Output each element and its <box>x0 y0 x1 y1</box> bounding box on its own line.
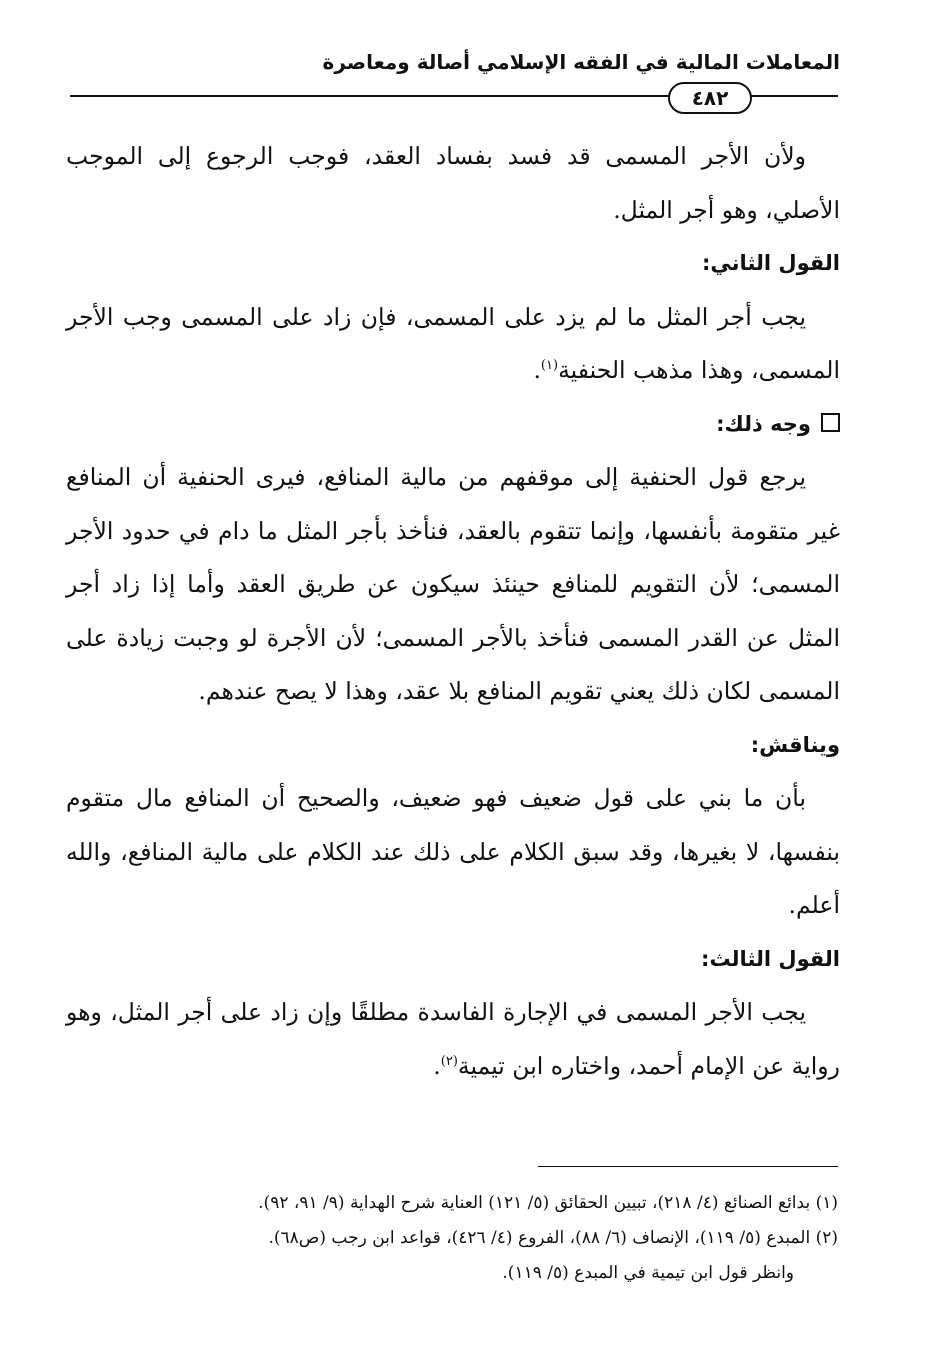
paragraph-5 <box>66 986 840 1093</box>
running-header-title: المعاملات المالية في الفقه الإسلامي أصالة ومعاصرة <box>322 50 840 74</box>
footnote-ref-1: (١) <box>540 358 559 374</box>
paragraph-4: بأن ما بني على قول ضعيف فهو ضعيف، والصحيح أن المنافع مال متقوم بنفسها، لا بغيرها، وقد سبق الكلام على ذلك عند الكلام على مالية المنافع، والله أعلم. <box>66 784 840 919</box>
paragraph-2-text: يجب أجر المثل ما لم يزد على المسمى، فإن زاد على المسمى وجب الأجر المسمى، وهذا مذهب الحنفية <box>66 302 840 384</box>
footnote-2: (٢) المبدع (٥/ ١١٩)، الإنصاف (٦/ ٨٨)، الفروع (٤/ ٤٢٦)، قواعد ابن رجب (ص٦٨). <box>268 1228 838 1248</box>
checkbox-icon <box>821 413 840 432</box>
paragraph-1: ولأن الأجر المسمى قد فسد بفساد العقد، فوجب الرجوع إلى الموجب الأصلي، وهو أجر المثل. <box>66 142 840 224</box>
main-text <box>66 130 840 1093</box>
footnote-separator <box>538 1166 838 1167</box>
heading-third-opinion: القول الثالث: <box>701 946 840 971</box>
page-number: ٤٨٢ <box>668 82 752 114</box>
footnote-ref-2: (٢) <box>440 1053 458 1069</box>
paragraph-5-text: يجب الأجر المسمى في الإجارة الفاسدة مطلقًا وإن زاد على أجر المثل، وهو رواية عن الإمام أحمد، واختاره ابن تيمية <box>66 998 840 1080</box>
heading-second-opinion: القول الثاني: <box>702 251 840 275</box>
heading-reason <box>66 398 840 452</box>
footnote-1: (١) بدائع الصنائع (٤/ ٢١٨)، تبيين الحقائق (٥/ ١٢١) العناية شرح الهداية (٩/ ٩١، ٩٢). <box>258 1193 838 1213</box>
paragraph-2-end: . <box>533 356 541 384</box>
footnote-2-continuation: وانظر قول ابن تيمية في المبدع (٥/ ١١٩). <box>502 1263 794 1283</box>
paragraph-2 <box>66 291 840 398</box>
footnotes <box>66 1186 838 1291</box>
heading-reason-label: وجه ذلك: <box>716 411 811 436</box>
heading-discussion: ويناقش: <box>750 732 840 757</box>
paragraph-5-end: . <box>433 1051 441 1080</box>
paragraph-3: يرجع قول الحنفية إلى موقفهم من مالية المنافع، فيرى الحنفية أن المنافع غير متقومة بأنفسها، وإنما تتقوم بالعقد، فنأخذ بأجر المثل ما دام في حدود الأجر المسمى؛ لأن التقويم للمنافع حينئذ سيكون عن طريق العقد وأما إذا زاد أجر المثل عن القدر المسمى فنأخذ بالأجر المسمى؛ لأن الأجرة لو وجبت زيادة على المسمى لكان ذلك يعني تقويم المنافع بلا عقد، وهذا لا يصح عندهم. <box>66 463 840 705</box>
